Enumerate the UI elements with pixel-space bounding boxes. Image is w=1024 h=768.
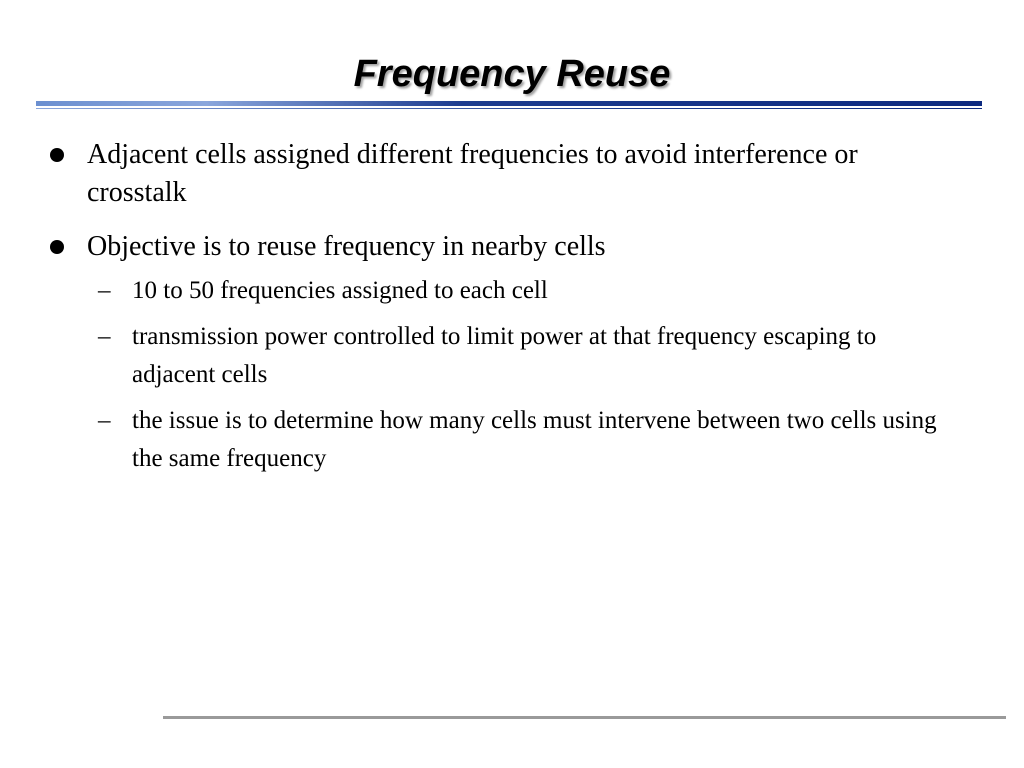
sub-bullet-dash: –: [98, 277, 111, 304]
bullet-text: Objective is to reuse frequency in nearby cells: [87, 231, 606, 262]
sub-bullet-text: transmission power controlled to limit power at that frequency escaping to adjacent cells: [132, 323, 877, 388]
sub-bullet-list: [44, 272, 964, 478]
bullet-dot-icon: [50, 240, 64, 254]
bullet-dot-icon: [50, 148, 64, 162]
sub-bullet-dash: –: [98, 407, 111, 434]
sub-bullet-dash: –: [98, 323, 111, 350]
title-underline: [36, 101, 982, 110]
slide-title: Frequency Reuse: [353, 53, 671, 95]
bullet-item: [44, 228, 964, 266]
bullet-item: [44, 136, 964, 212]
sub-bullet-item: [44, 272, 964, 310]
title-underline-thin: [36, 108, 982, 109]
footer-divider: [163, 716, 1006, 719]
sub-bullet-item: [44, 402, 964, 478]
sub-bullet-text: 10 to 50 frequencies assigned to each cell: [132, 277, 548, 304]
sub-bullet-item: [44, 318, 964, 394]
title-underline-thick: [36, 101, 982, 106]
slide-content: [44, 136, 964, 486]
sub-bullet-text: the issue is to determine how many cells must intervene between two cells using the same frequency: [132, 407, 937, 472]
bullet-text: Adjacent cells assigned different frequencies to avoid interference or crosstalk: [87, 139, 858, 208]
